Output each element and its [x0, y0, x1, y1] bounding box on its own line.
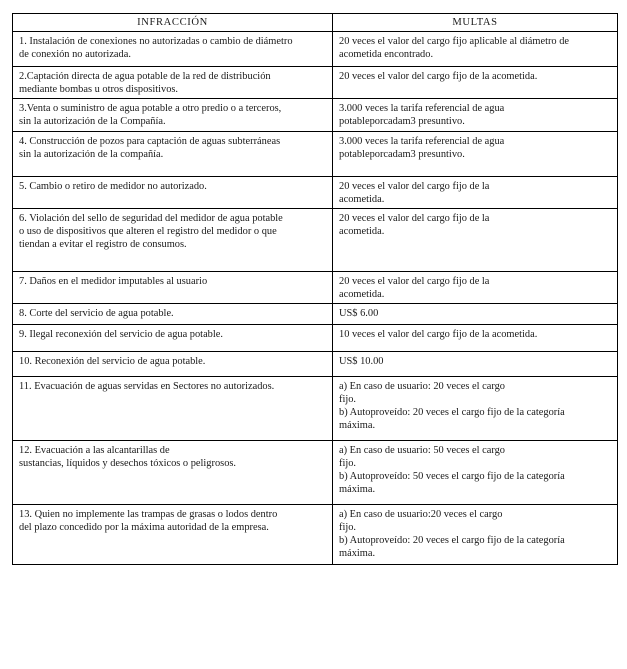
infraccion-text: del plazo concedido por la máxima autoridad de la empresa. [19, 522, 269, 533]
multa-cell [333, 441, 618, 505]
fines-document [12, 13, 617, 662]
infraccion-text: 10. Reconexión del servicio de agua potable. [19, 356, 206, 367]
infraccion-cell [13, 177, 333, 209]
multa-text: máxima. [339, 548, 376, 559]
table-row [13, 441, 618, 505]
infraccion-text: 4. Construcción de pozos para captación de aguas subterráneas [19, 136, 281, 147]
infraccion-text: 5. Cambio o retiro de medidor no autorizado. [19, 181, 207, 192]
multa-text: 20 veces el valor del cargo fijo de la [339, 276, 490, 287]
table-row [13, 352, 618, 377]
table-row [13, 304, 618, 325]
infraccion-text: 9. Ilegal reconexión del servicio de agua potable. [19, 329, 223, 340]
multa-text: potableporcadam3 presuntivo. [339, 149, 465, 160]
multa-text: 20 veces el valor del cargo fijo de la acometida. [339, 71, 538, 82]
multa-cell [333, 272, 618, 304]
multa-text: 10 veces el valor del cargo fijo de la acometida. [339, 329, 538, 340]
infraccion-cell [13, 377, 333, 441]
infraccion-cell [13, 272, 333, 304]
infraccion-text: 8. Corte del servicio de agua potable. [19, 308, 174, 319]
infraccion-cell [13, 304, 333, 325]
multa-text: fijo. [339, 522, 357, 533]
multa-cell [333, 505, 618, 565]
multa-cell [333, 32, 618, 67]
fines-table [12, 13, 618, 565]
table-header-row [13, 14, 618, 32]
table-row [13, 177, 618, 209]
table-row [13, 132, 618, 177]
infraccion-text: 11. Evacuación de aguas servidas en Sectores no autorizados. [19, 381, 275, 392]
table-row [13, 377, 618, 441]
multa-text: máxima. [339, 420, 376, 431]
multa-cell [333, 67, 618, 99]
multa-cell [333, 377, 618, 441]
multa-text: 20 veces el valor del cargo fijo aplicable al diámetro de [339, 36, 570, 47]
table-row [13, 272, 618, 304]
multa-text: acometida encontrado. [339, 49, 434, 60]
infraccion-text: 2.Captación directa de agua potable de la red de distribución [19, 71, 271, 82]
multa-cell [333, 352, 618, 377]
infraccion-cell [13, 99, 333, 132]
infraccion-text: 13. Quien no implemente las trampas de grasas o lodos dentro [19, 509, 278, 520]
infraccion-text: 1. Instalación de conexiones no autorizadas o cambio de diámetro [19, 36, 293, 47]
header-infraccion: INFRACCIÓN [13, 14, 333, 32]
infraccion-cell [13, 505, 333, 565]
multa-text: fijo. [339, 458, 357, 469]
multa-text: 20 veces el valor del cargo fijo de la [339, 213, 490, 224]
infraccion-cell [13, 352, 333, 377]
header-multas: MULTAS [333, 14, 618, 32]
fines-table-body [13, 32, 618, 565]
multa-text: acometida. [339, 194, 385, 205]
multa-text: potableporcadam3 presuntivo. [339, 116, 465, 127]
multa-cell [333, 325, 618, 352]
infraccion-cell [13, 441, 333, 505]
infraccion-text: sin la autorización de la Compañía. [19, 116, 166, 127]
table-row [13, 32, 618, 67]
infraccion-text: 3.Venta o suministro de agua potable a otro predio o a terceros, [19, 103, 282, 114]
multa-text: US$ 6.00 [339, 308, 379, 319]
infraccion-cell [13, 32, 333, 67]
multa-cell [333, 177, 618, 209]
multa-text: b) Autoproveído: 20 veces el cargo fijo de la categoría [339, 407, 565, 418]
multa-text: US$ 10.00 [339, 356, 384, 367]
table-row [13, 505, 618, 565]
multa-text: 20 veces el valor del cargo fijo de la [339, 181, 490, 192]
infraccion-text: sin la autorización de la compañía. [19, 149, 164, 160]
infraccion-cell [13, 132, 333, 177]
infraccion-text: sustancias, líquidos y desechos tóxicos o peligrosos. [19, 458, 237, 469]
infraccion-text: o uso de dispositivos que alteren el registro del medidor o que [19, 226, 277, 237]
multa-text: a) En caso de usuario: 50 veces el cargo [339, 445, 505, 456]
table-row [13, 67, 618, 99]
multa-cell [333, 304, 618, 325]
infraccion-cell [13, 67, 333, 99]
infraccion-cell [13, 209, 333, 272]
multa-text: b) Autoproveído: 50 veces el cargo fijo de la categoría [339, 471, 565, 482]
infraccion-text: 7. Daños en el medidor imputables al usuario [19, 276, 208, 287]
table-row [13, 99, 618, 132]
multa-text: máxima. [339, 484, 376, 495]
multa-text: a) En caso de usuario:20 veces el cargo [339, 509, 503, 520]
multa-cell [333, 132, 618, 177]
multa-text: 3.000 veces la tarifa referencial de agua [339, 103, 505, 114]
multa-text: 3.000 veces la tarifa referencial de agua [339, 136, 505, 147]
infraccion-text: mediante bombas u otros dispositivos. [19, 84, 179, 95]
infraccion-text: 12. Evacuación a las alcantarillas de [19, 445, 170, 456]
infraccion-text: tiendan a evitar el registro de consumos. [19, 239, 187, 250]
multa-cell [333, 99, 618, 132]
multa-text: acometida. [339, 226, 385, 237]
multa-text: fijo. [339, 394, 357, 405]
infraccion-cell [13, 325, 333, 352]
infraccion-text: de conexión no autorizada. [19, 49, 131, 60]
multa-text: b) Autoproveído: 20 veces el cargo fijo de la categoría [339, 535, 565, 546]
table-row [13, 209, 618, 272]
infraccion-text: 6. Violación del sello de seguridad del medidor de agua potable [19, 213, 283, 224]
multa-cell [333, 209, 618, 272]
table-row [13, 325, 618, 352]
multa-text: acometida. [339, 289, 385, 300]
multa-text: a) En caso de usuario: 20 veces el cargo [339, 381, 505, 392]
